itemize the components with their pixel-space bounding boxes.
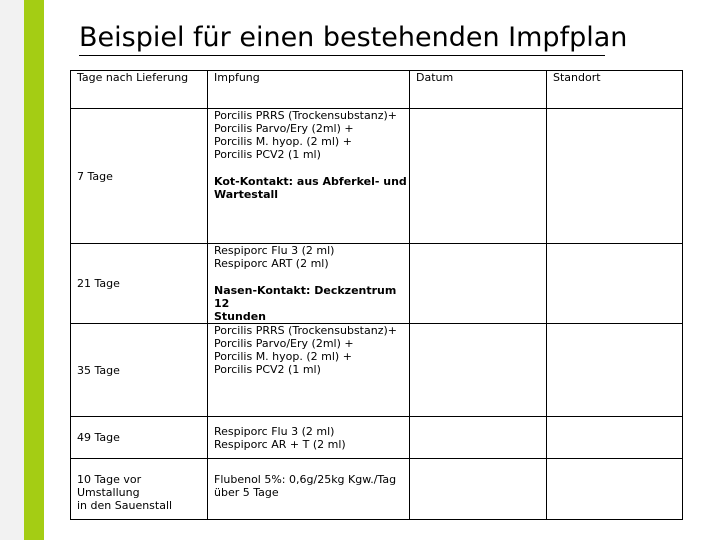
standort-cell bbox=[547, 109, 683, 244]
slide-title: Beispiel für einen bestehenden Impfplan bbox=[79, 22, 628, 53]
impfung-cell bbox=[208, 244, 410, 324]
table-row bbox=[71, 109, 683, 244]
standort-cell bbox=[547, 459, 683, 520]
tage-cell bbox=[71, 109, 208, 244]
table-row bbox=[71, 244, 683, 324]
datum-cell bbox=[410, 417, 547, 459]
title-underline bbox=[79, 55, 605, 56]
header-impfung: Impfung bbox=[208, 71, 410, 109]
impfung-cell bbox=[208, 459, 410, 520]
impfung-text: Respiporc Flu 3 (2 ml) Respiporc ART (2 ml) bbox=[214, 244, 335, 270]
header-datum: Datum bbox=[410, 71, 547, 109]
tage-cell bbox=[71, 417, 208, 459]
standort-cell bbox=[547, 417, 683, 459]
impfung-text: Porcilis PRRS (Trockensubstanz)+ Porcilis Parvo/Ery (2ml) + Porcilis M. hyop. (2 ml) + Porcilis PCV2 (1 ml) bbox=[214, 324, 397, 376]
impfung-cell bbox=[208, 417, 410, 459]
table-row bbox=[71, 324, 683, 417]
tage-cell bbox=[71, 324, 208, 417]
tage-text: 21 Tage bbox=[77, 277, 120, 290]
impfung-text: Respiporc Flu 3 (2 ml) Respiporc AR + T (2 ml) bbox=[214, 424, 346, 451]
header-tage: Tage nach Lieferung bbox=[71, 71, 208, 109]
table-row bbox=[71, 459, 683, 520]
impfung-text: Porcilis PRRS (Trockensubstanz)+ Porcilis Parvo/Ery (2ml) + Porcilis M. hyop. (2 ml) + Porcilis PCV2 (1 ml) bbox=[214, 109, 397, 161]
datum-cell bbox=[410, 244, 547, 324]
datum-cell bbox=[410, 324, 547, 417]
standort-cell bbox=[547, 324, 683, 417]
datum-cell bbox=[410, 109, 547, 244]
vaccination-table bbox=[70, 70, 683, 520]
tage-text: 35 Tage bbox=[77, 363, 120, 377]
standort-cell bbox=[547, 244, 683, 324]
table-row bbox=[71, 417, 683, 459]
datum-cell bbox=[410, 459, 547, 520]
tage-cell bbox=[71, 244, 208, 324]
header-row bbox=[71, 71, 683, 109]
contact-note: Nasen-Kontakt: Deckzentrum 12 Stunden bbox=[214, 284, 397, 323]
header-standort: Standort bbox=[547, 71, 683, 109]
tage-text: 10 Tage vor Umstallung in den Sauenstall bbox=[77, 473, 173, 512]
side-bar bbox=[0, 0, 44, 540]
accent-stripe bbox=[24, 0, 44, 540]
impfung-cell bbox=[208, 324, 410, 417]
impfung-text: Flubenol 5%: 0,6g/25kg Kgw./Tag über 5 Tage bbox=[214, 473, 397, 499]
tage-text: 49 Tage bbox=[77, 431, 120, 444]
contact-note: Kot-Kontakt: aus Abferkel- und Wartestall bbox=[214, 175, 407, 201]
impfung-cell bbox=[208, 109, 410, 244]
tage-text: 7 Tage bbox=[77, 169, 113, 183]
tage-cell bbox=[71, 459, 208, 520]
